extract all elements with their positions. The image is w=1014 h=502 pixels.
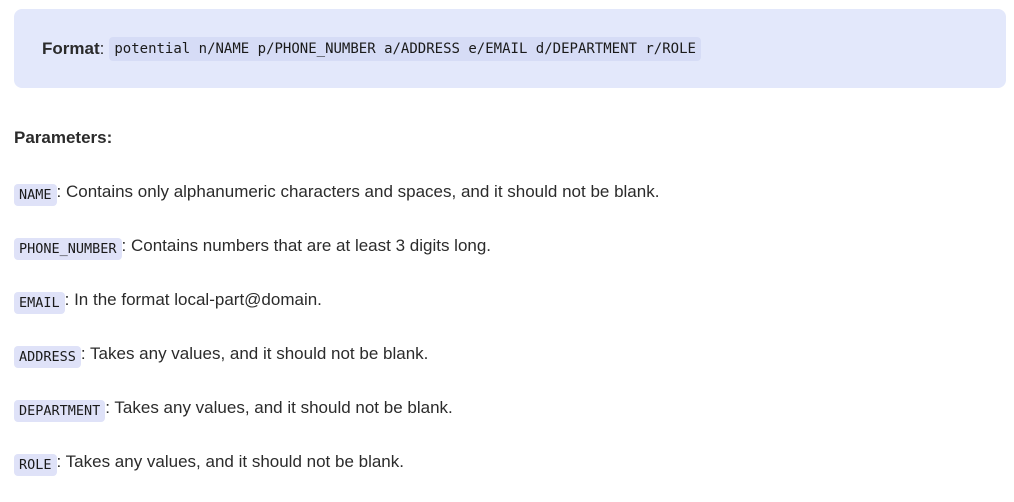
param-role-code: ROLE: [14, 454, 57, 476]
param-email-description: : In the format local-part@domain.: [64, 290, 322, 309]
param-phone-number: [14, 236, 491, 256]
param-address-code: ADDRESS: [14, 346, 81, 368]
format-label: Format: [42, 38, 100, 58]
param-address-description: : Takes any values, and it should not be blank.: [80, 344, 429, 363]
param-address: [14, 344, 428, 364]
param-email: [14, 290, 322, 310]
param-name: [14, 182, 659, 202]
param-role-description: : Takes any values, and it should not be blank.: [56, 452, 404, 471]
parameters-heading: Parameters:: [14, 128, 113, 147]
param-name-description: : Contains only alphanumeric characters and spaces, and it should not be blank.: [56, 182, 660, 201]
param-phone-number-code: PHONE_NUMBER: [14, 238, 122, 260]
param-department-description: : Takes any values, and it should not be blank.: [105, 398, 453, 417]
param-department-code: DEPARTMENT: [14, 400, 105, 422]
param-name-code: NAME: [14, 184, 57, 206]
format-command-code: potential n/NAME p/PHONE_NUMBER a/ADDRESS e/EMAIL d/DEPARTMENT r/ROLE: [109, 37, 701, 61]
param-department: [14, 398, 453, 418]
param-role: [14, 452, 404, 472]
param-email-code: EMAIL: [14, 292, 65, 314]
format-box: [14, 9, 1006, 88]
format-colon: :: [99, 38, 105, 58]
param-phone-number-description: : Contains numbers that are at least 3 digits long.: [121, 236, 492, 255]
